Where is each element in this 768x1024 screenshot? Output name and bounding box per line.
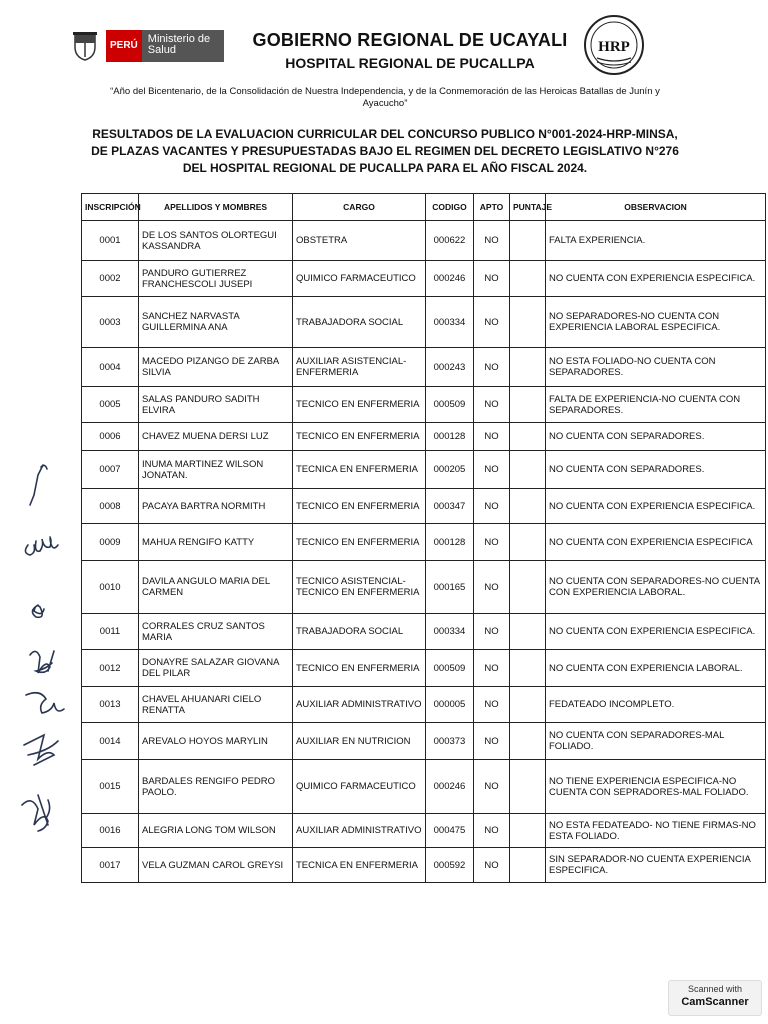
header-codigo: CODIGO [426, 194, 474, 221]
table-row [82, 451, 766, 489]
cell-codigo: 000128 [426, 524, 474, 561]
cell-observacion: NO CUENTA CON SEPARADORES. [546, 423, 766, 451]
cell-codigo: 000622 [426, 221, 474, 261]
table-row [82, 387, 766, 423]
cell-observacion: NO CUENTA CON SEPARADORES. [546, 451, 766, 489]
cell-name: ALEGRIA LONG TOM WILSON [139, 814, 293, 848]
cell-name: MACEDO PIZANGO DE ZARBA SILVIA [139, 348, 293, 387]
cell-inscripcion: 0006 [82, 423, 139, 451]
cell-observacion: NO SEPARADORES-NO CUENTA CON EXPERIENCIA LABORAL ESPECIFICA. [546, 297, 766, 348]
cell-apto: NO [474, 561, 510, 614]
seal-text: HRP [598, 39, 630, 55]
cell-apto: NO [474, 387, 510, 423]
cell-apto: NO [474, 297, 510, 348]
table-row [82, 614, 766, 650]
cell-name: SANCHEZ NARVASTA GUILLERMINA ANA [139, 297, 293, 348]
cell-observacion: NO ESTA FEDATEADO- NO TIENE FIRMAS-NO ESTA FOLIADO. [546, 814, 766, 848]
cell-codigo: 000592 [426, 848, 474, 883]
cell-name: MAHUA RENGIFO KATTY [139, 524, 293, 561]
cell-name: AREVALO HOYOS MARYLIN [139, 723, 293, 760]
cell-inscripcion: 0007 [82, 451, 139, 489]
cell-cargo: TECNICO ASISTENCIAL-TECNICO EN ENFERMERIA [293, 561, 426, 614]
cell-puntaje [510, 723, 546, 760]
header-observacion: OBSERVACION [546, 194, 766, 221]
header-puntaje: PUNTAJE [510, 194, 546, 221]
cell-cargo: OBSTETRA [293, 221, 426, 261]
cell-puntaje [510, 650, 546, 687]
table-row [82, 297, 766, 348]
cell-inscripcion: 0010 [82, 561, 139, 614]
cell-inscripcion: 0014 [82, 723, 139, 760]
page-title: GOBIERNO REGIONAL DE UCAYALI [252, 30, 568, 50]
document-title-line: RESULTADOS DE LA EVALUACION CURRICULAR DEL CONCURSO PUBLICO N°001-2024-HRP-MINSA, [92, 127, 678, 141]
scanner-watermark-line2: CamScanner [681, 996, 749, 1008]
table-row [82, 423, 766, 451]
document-title [60, 126, 710, 177]
signature-mark [25, 537, 58, 555]
cell-puntaje [510, 297, 546, 348]
cell-puntaje [510, 451, 546, 489]
cell-puntaje [510, 561, 546, 614]
cell-observacion: FALTA DE EXPERIENCIA-NO CUENTA CON SEPARADORES. [546, 387, 766, 423]
cell-name: PANDURO GUTIERREZ FRANCHESCOLI JUSEPI [139, 261, 293, 297]
cell-apto: NO [474, 687, 510, 723]
scanner-watermark-line1: Scanned with [687, 984, 743, 994]
cell-codigo: 000128 [426, 423, 474, 451]
cell-cargo: TRABAJADORA SOCIAL [293, 297, 426, 348]
cell-apto: NO [474, 524, 510, 561]
cell-puntaje [510, 387, 546, 423]
cell-codigo: 000243 [426, 348, 474, 387]
cell-cargo: QUIMICO FARMACEUTICO [293, 261, 426, 297]
cell-codigo: 000509 [426, 387, 474, 423]
cell-observacion: NO CUENTA CON SEPARADORES-NO CUENTA CON EXPERIENCIA LABORAL. [546, 561, 766, 614]
cell-codigo: 000475 [426, 814, 474, 848]
cell-codigo: 000347 [426, 489, 474, 524]
cell-observacion: SIN SEPARADOR-NO CUENTA EXPERIENCIA ESPECIFICA. [546, 848, 766, 883]
cell-apto: NO [474, 261, 510, 297]
peru-label: PERÚ [106, 30, 142, 62]
cell-puntaje [510, 760, 546, 814]
cell-codigo: 000165 [426, 561, 474, 614]
scanner-watermark [668, 980, 762, 1016]
cell-inscripcion: 0002 [82, 261, 139, 297]
cell-name: CHAVEL AHUANARI CIELO RENATTA [139, 687, 293, 723]
table-row [82, 524, 766, 561]
cell-cargo: AUXILIAR EN NUTRICION [293, 723, 426, 760]
document-title-line: DE PLAZAS VACANTES Y PRESUPUESTADAS BAJO EL REGIMEN DEL DECRETO LEGISLATIVO N°276 [91, 144, 679, 158]
cell-puntaje [510, 814, 546, 848]
cell-cargo: TECNICO EN ENFERMERIA [293, 387, 426, 423]
signature-mark [26, 693, 64, 713]
table-row [82, 261, 766, 297]
cell-inscripcion: 0013 [82, 687, 139, 723]
cell-cargo: TECNICA EN ENFERMERIA [293, 848, 426, 883]
table-row [82, 760, 766, 814]
cell-apto: NO [474, 760, 510, 814]
cell-observacion: NO ESTA FOLIADO-NO CUENTA CON SEPARADORES. [546, 348, 766, 387]
cell-observacion: FALTA EXPERIENCIA. [546, 221, 766, 261]
hospital-seal-icon [583, 14, 645, 76]
peru-shield-icon [72, 31, 98, 61]
cell-inscripcion: 0017 [82, 848, 139, 883]
cell-puntaje [510, 221, 546, 261]
signature-mark [32, 605, 44, 617]
cell-apto: NO [474, 423, 510, 451]
cell-cargo: AUXILIAR ASISTENCIAL-ENFERMERIA [293, 348, 426, 387]
header-apto: APTO [474, 194, 510, 221]
cell-codigo: 000334 [426, 614, 474, 650]
cell-observacion: FEDATEADO INCOMPLETO. [546, 687, 766, 723]
cell-inscripcion: 0005 [82, 387, 139, 423]
cell-apto: NO [474, 451, 510, 489]
cell-puntaje [510, 614, 546, 650]
cell-apto: NO [474, 723, 510, 760]
cell-observacion: NO TIENE EXPERIENCIA ESPECIFICA-NO CUENTA CON SEPRADORES-MAL FOLIADO. [546, 760, 766, 814]
table-row [82, 848, 766, 883]
cell-cargo: AUXILIAR ADMINISTRATIVO [293, 814, 426, 848]
cell-puntaje [510, 348, 546, 387]
cell-inscripcion: 0016 [82, 814, 139, 848]
cell-inscripcion: 0008 [82, 489, 139, 524]
cell-cargo: QUIMICO FARMACEUTICO [293, 760, 426, 814]
table-header-row [82, 194, 766, 221]
cell-apto: NO [474, 221, 510, 261]
signature-mark [22, 795, 50, 831]
page-subtitle: HOSPITAL REGIONAL DE PUCALLPA [285, 55, 535, 71]
cell-apto: NO [474, 614, 510, 650]
header-cargo: CARGO [293, 194, 426, 221]
table-row [82, 814, 766, 848]
signature-mark [30, 651, 54, 673]
cell-name: CORRALES CRUZ SANTOS MARIA [139, 614, 293, 650]
cell-cargo: AUXILIAR ADMINISTRATIVO [293, 687, 426, 723]
cell-observacion: NO CUENTA CON EXPERIENCIA ESPECIFICA [546, 524, 766, 561]
cell-cargo: TECNICA EN ENFERMERIA [293, 451, 426, 489]
cell-cargo: TRABAJADORA SOCIAL [293, 614, 426, 650]
cell-name: SALAS PANDURO SADITH ELVIRA [139, 387, 293, 423]
cell-inscripcion: 0001 [82, 221, 139, 261]
signature-mark [30, 465, 47, 505]
cell-inscripcion: 0003 [82, 297, 139, 348]
cell-observacion: NO CUENTA CON EXPERIENCIA LABORAL. [546, 650, 766, 687]
cell-name: DE LOS SANTOS OLORTEGUI KASSANDRA [139, 221, 293, 261]
year-motto: “Año del Bicentenario, de la Consolidación de Nuestra Independencia, y de la Conmemoración de las Heroicas Batallas de Junín y Ayacucho” [110, 86, 660, 109]
header-apellidos: APELLIDOS Y MOMBRES [139, 194, 293, 221]
cell-puntaje [510, 524, 546, 561]
ministry-logo [72, 30, 224, 62]
cell-inscripcion: 0009 [82, 524, 139, 561]
cell-name: DAVILA ANGULO MARIA DEL CARMEN [139, 561, 293, 614]
cell-name: VELA GUZMAN CAROL GREYSI [139, 848, 293, 883]
cell-observacion: NO CUENTA CON EXPERIENCIA ESPECIFICA. [546, 614, 766, 650]
document-title-line: DEL HOSPITAL REGIONAL DE PUCALLPA PARA EL AÑO FISCAL 2024. [182, 161, 588, 175]
table-row [82, 650, 766, 687]
cell-cargo: TECNICO EN ENFERMERIA [293, 650, 426, 687]
table-row [82, 221, 766, 261]
cell-codigo: 000205 [426, 451, 474, 489]
table-row [82, 561, 766, 614]
cell-codigo: 000246 [426, 261, 474, 297]
cell-name: INUMA MARTINEZ WILSON JONATAN. [139, 451, 293, 489]
cell-apto: NO [474, 814, 510, 848]
header-inscripcion: INSCRIPCIÓN [82, 194, 139, 221]
cell-observacion: NO CUENTA CON EXPERIENCIA ESPECIFICA. [546, 261, 766, 297]
cell-puntaje [510, 848, 546, 883]
handwritten-signatures [8, 455, 78, 855]
cell-observacion: NO CUENTA CON SEPARADORES-MAL FOLIADO. [546, 723, 766, 760]
cell-inscripcion: 0004 [82, 348, 139, 387]
cell-codigo: 000373 [426, 723, 474, 760]
cell-apto: NO [474, 348, 510, 387]
cell-puntaje [510, 261, 546, 297]
cell-name: BARDALES RENGIFO PEDRO PAOLO. [139, 760, 293, 814]
ministry-label: Ministerio de Salud [142, 30, 224, 62]
table-row [82, 348, 766, 387]
cell-apto: NO [474, 848, 510, 883]
cell-codigo: 000334 [426, 297, 474, 348]
cell-inscripcion: 0015 [82, 760, 139, 814]
cell-inscripcion: 0012 [82, 650, 139, 687]
cell-puntaje [510, 489, 546, 524]
cell-codigo: 000246 [426, 760, 474, 814]
cell-name: CHAVEZ MUENA DERSI LUZ [139, 423, 293, 451]
cell-cargo: TECNICO EN ENFERMERIA [293, 423, 426, 451]
table-row [82, 489, 766, 524]
cell-cargo: TECNICO EN ENFERMERIA [293, 489, 426, 524]
cell-apto: NO [474, 489, 510, 524]
cell-puntaje [510, 423, 546, 451]
cell-puntaje [510, 687, 546, 723]
cell-codigo: 000005 [426, 687, 474, 723]
cell-name: DONAYRE SALAZAR GIOVANA DEL PILAR [139, 650, 293, 687]
signature-mark [24, 735, 58, 765]
results-table [81, 193, 766, 883]
cell-cargo: TECNICO EN ENFERMERIA [293, 524, 426, 561]
cell-observacion: NO CUENTA CON EXPERIENCIA ESPECIFICA. [546, 489, 766, 524]
cell-codigo: 000509 [426, 650, 474, 687]
table-row [82, 723, 766, 760]
table-row [82, 687, 766, 723]
cell-apto: NO [474, 650, 510, 687]
cell-name: PACAYA BARTRA NORMITH [139, 489, 293, 524]
cell-inscripcion: 0011 [82, 614, 139, 650]
